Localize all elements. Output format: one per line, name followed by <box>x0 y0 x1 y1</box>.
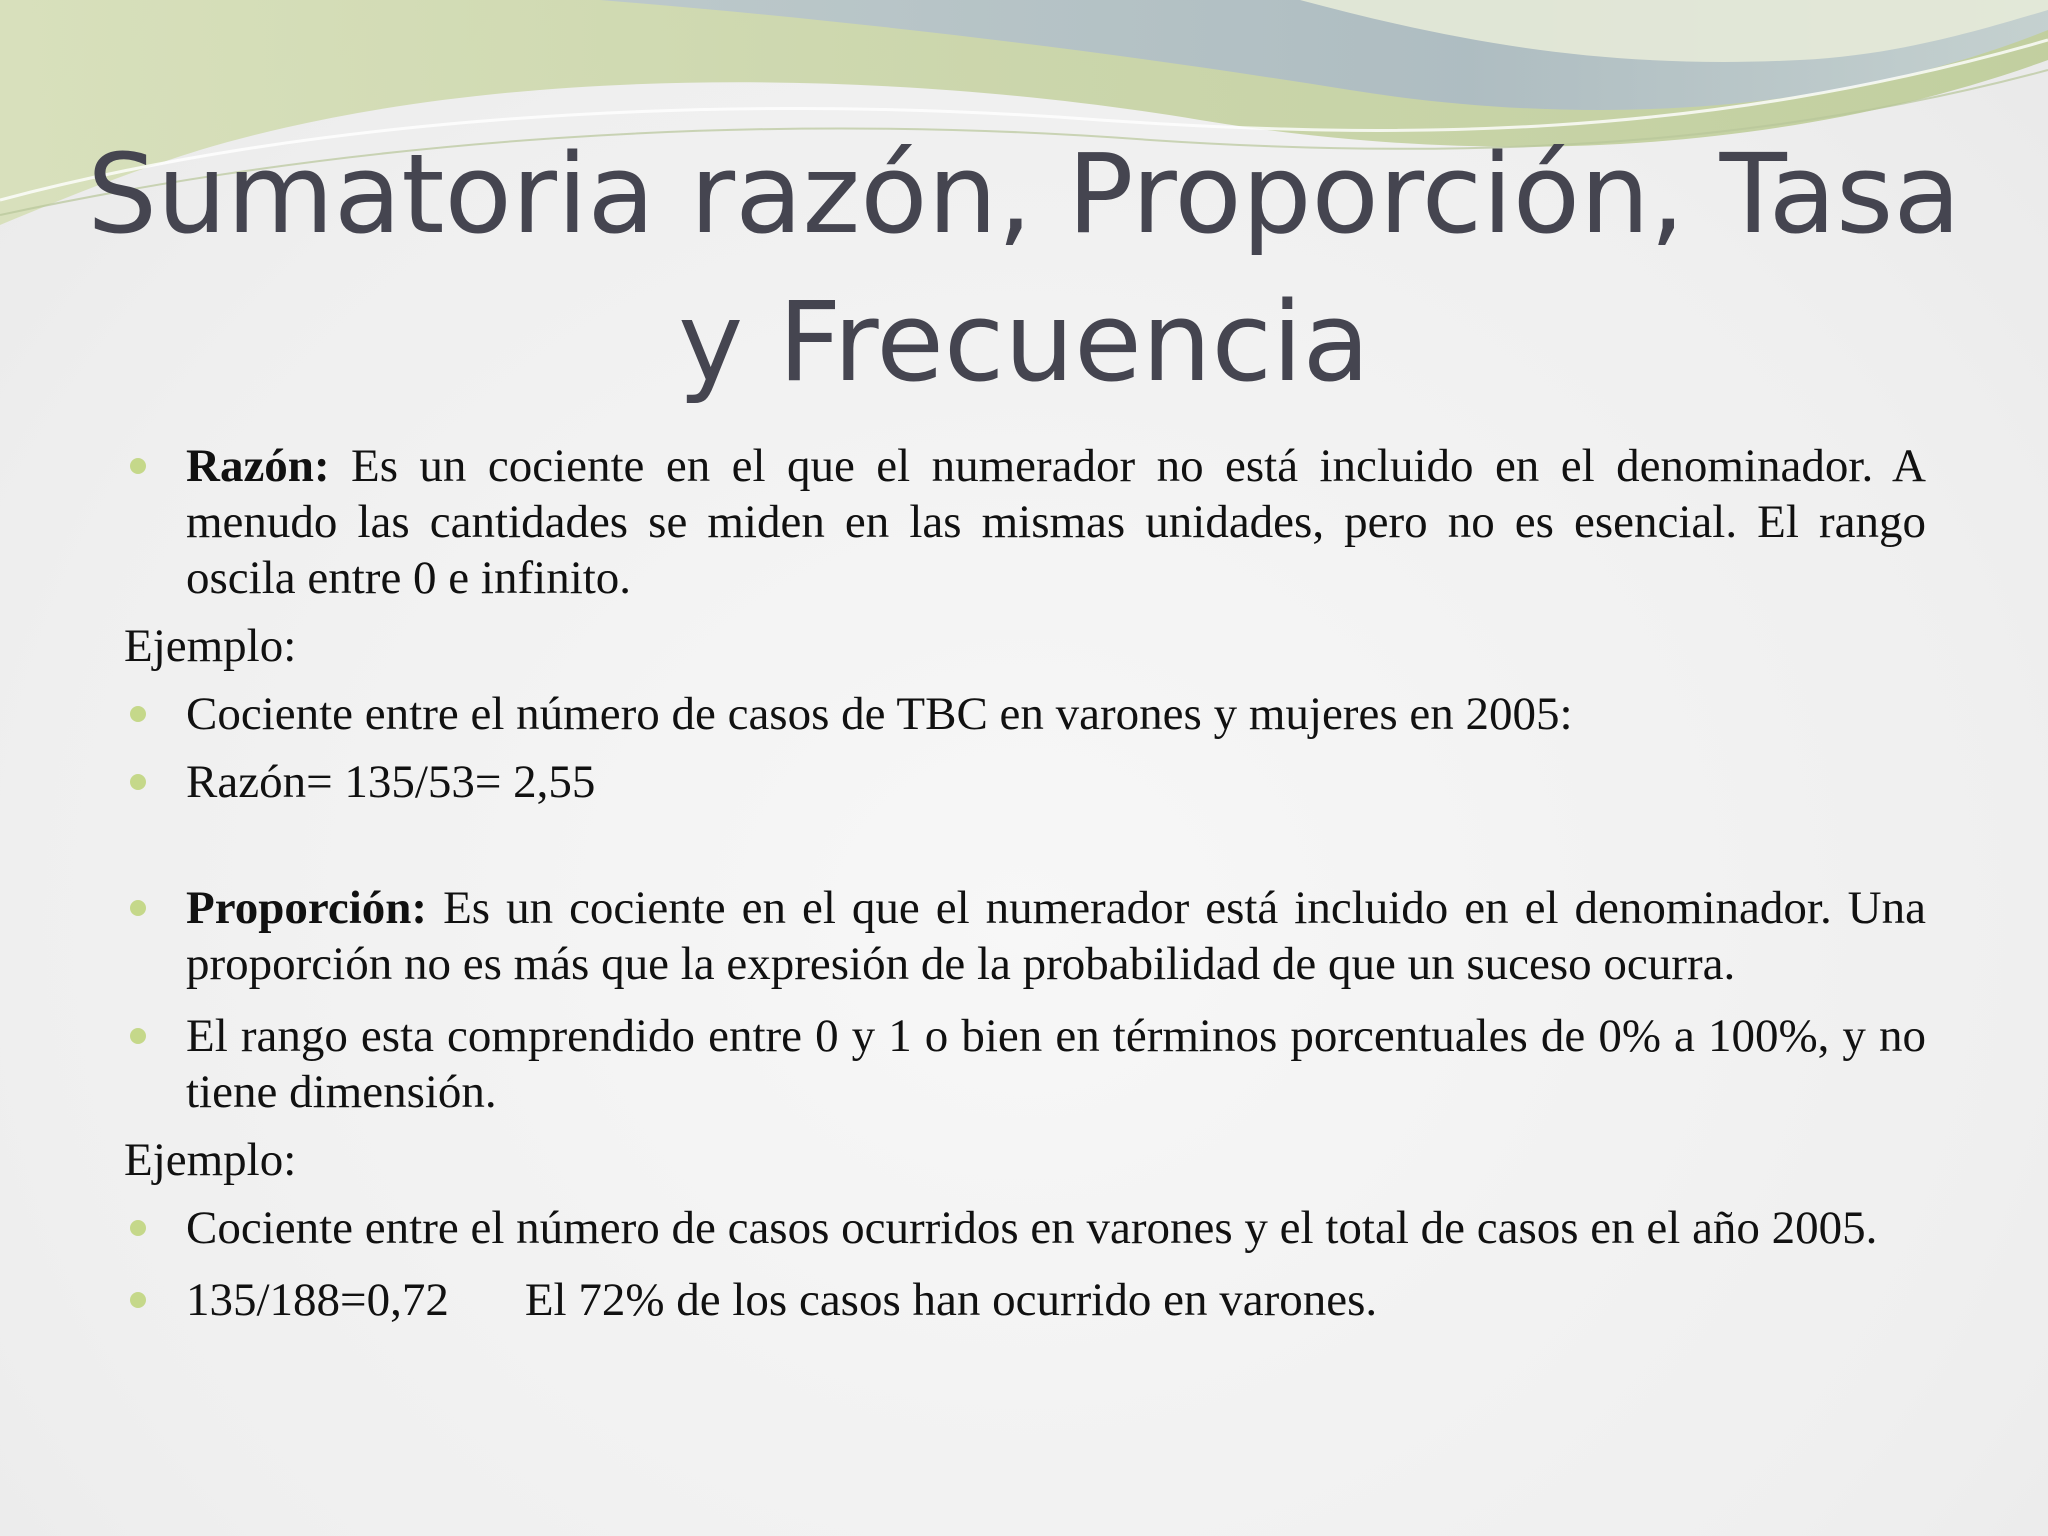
example-heading-proporcion: Ejemplo: <box>124 1134 297 1186</box>
proporcion-definition: Es un cociente en el que el numerador está incluido en el denominador. Una proporción no es más que la expresión de la probabilidad de que un suceso ocurra. <box>186 882 1926 990</box>
list-item-proporcion-range <box>124 1008 1926 1120</box>
bullet-icon <box>130 1028 146 1044</box>
title-line-2: y Frecuencia <box>678 278 1370 406</box>
razon-example-text: Cociente entre el número de casos de TBC en varones y mujeres en 2005: <box>186 688 1573 740</box>
bullet-icon <box>130 1220 146 1236</box>
slide-body <box>124 438 1926 1328</box>
list-item-razon-definition <box>124 438 1926 606</box>
title-line-1: Sumatoria razón, Proporción, Tasa <box>87 130 1961 258</box>
term-proporcion: Proporción: <box>186 882 428 934</box>
list-item-proporcion-definition <box>124 880 1926 992</box>
slide-title <box>60 120 1988 416</box>
bullet-icon <box>130 774 146 790</box>
bullet-icon <box>130 900 146 916</box>
list-item-razon-result <box>124 754 1926 810</box>
list-item-razon-example <box>124 686 1926 742</box>
bullet-icon <box>130 1292 146 1308</box>
proporcion-result-text: El 72% de los casos han ocurrido en varones. <box>524 1274 1378 1326</box>
term-razon: Razón: <box>186 440 330 492</box>
razon-result-text: Razón= 135/53= 2,55 <box>186 756 596 808</box>
example-heading-razon: Ejemplo: <box>124 620 297 672</box>
list-item-proporcion-result <box>124 1272 1926 1328</box>
proporcion-result-formula: 135/188=0,72 <box>186 1274 449 1326</box>
list-item-proporcion-example <box>124 1200 1926 1256</box>
bullet-icon <box>130 706 146 722</box>
proporcion-example-text: Cociente entre el número de casos ocurridos en varones y el total de casos en el año 2005. <box>186 1202 1878 1254</box>
razon-definition: Es un cociente en el que el numerador no está incluido en el denominador. A menudo las cantidades se miden en las mismas unidades, pero no es esencial. El rango oscila entre 0 e infinito. <box>186 440 1926 604</box>
proporcion-range-text: El rango esta comprendido entre 0 y 1 o bien en términos porcentuales de 0% a 100%, y no tiene dimensión. <box>186 1010 1926 1118</box>
bullet-icon <box>130 458 146 474</box>
